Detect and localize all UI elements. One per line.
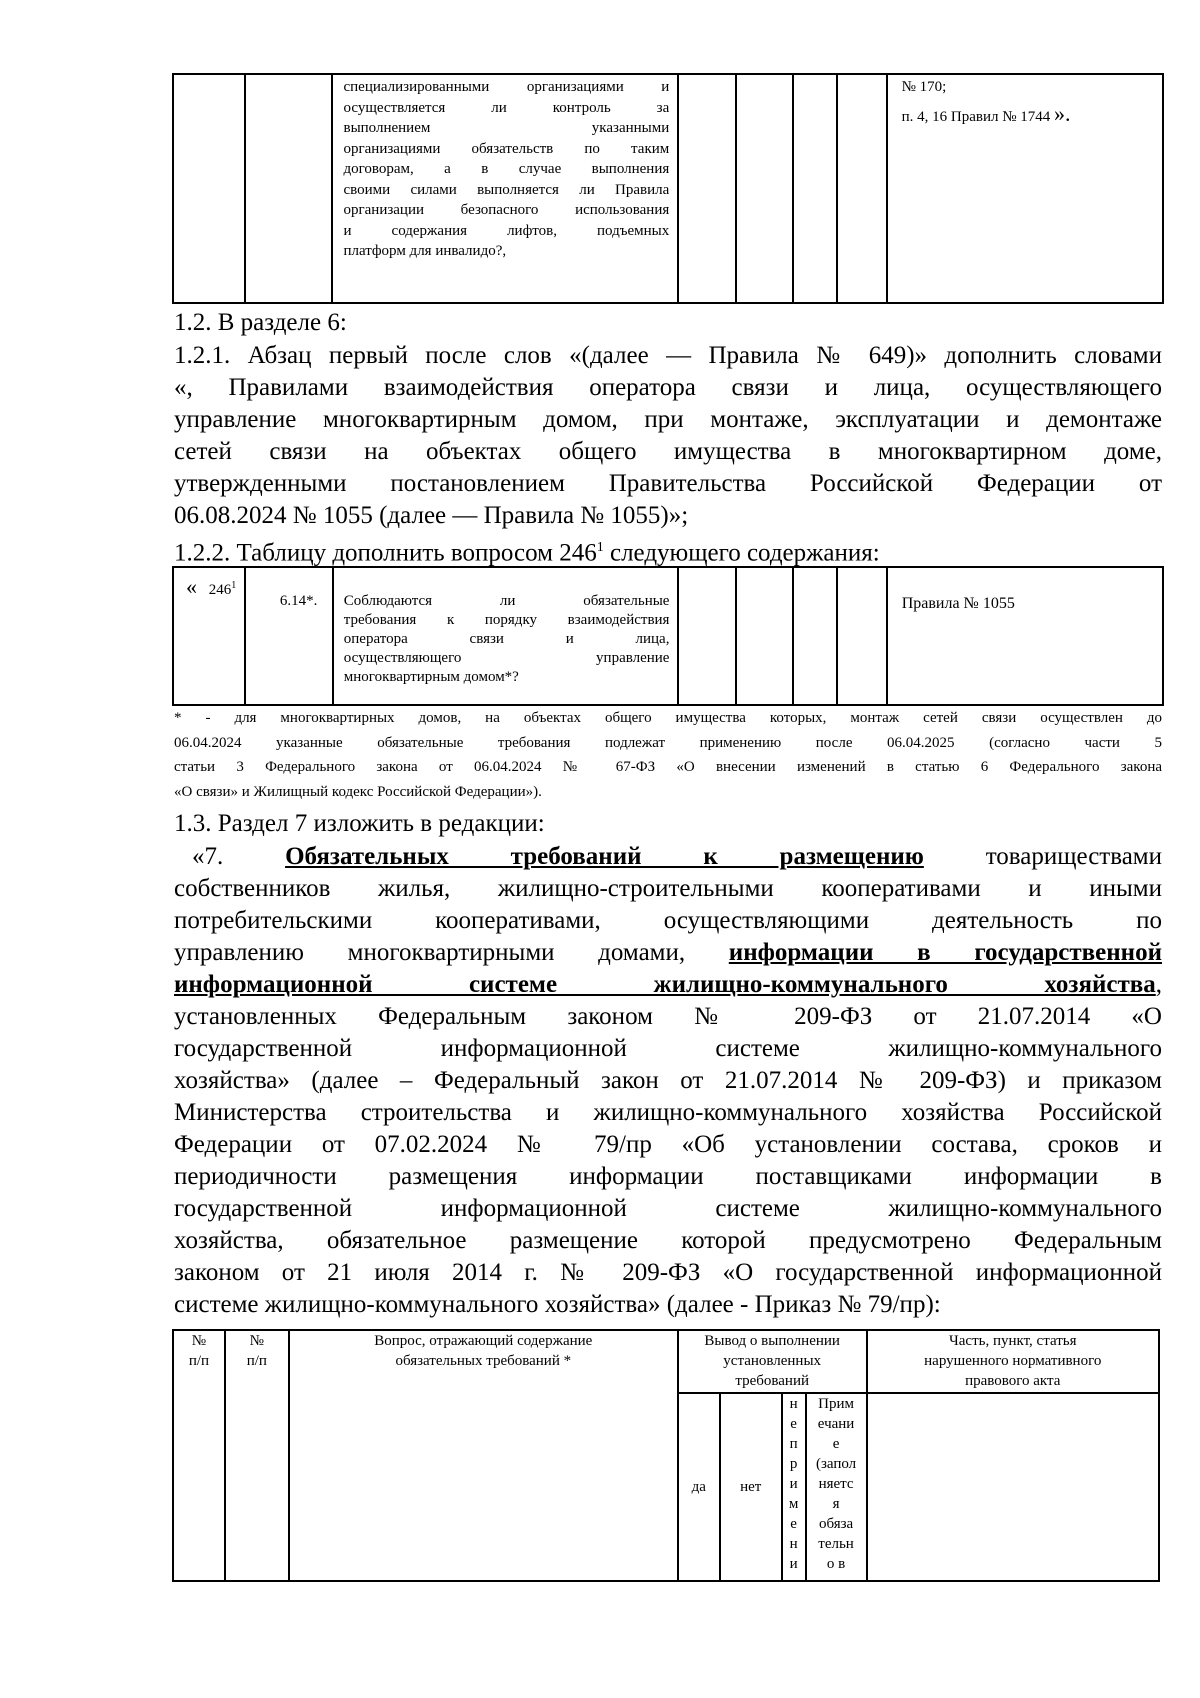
table-cell (867, 1393, 1159, 1581)
text-line: осуществляющего управление (343, 650, 670, 666)
header-line: Вывод о выполнении (704, 1333, 840, 1349)
header-line: нарушенного нормативного (924, 1353, 1102, 1369)
header-letter: н (789, 1396, 798, 1412)
text-line: 1.2.1. Абзац первый после слов «(далее — Правила № 649)» дополнить словами (174, 342, 1162, 369)
footnote-line: 06.04.2024 указанные обязательные требования подлежат применению после 06.04.2025 (согласно части 5 (174, 734, 1162, 751)
table-section-7-header (172, 1329, 1160, 1582)
text-line: системе жилищно-коммунального хозяйства» (далее - Приказ № 79/пр): (174, 1291, 941, 1318)
footnote-line: «О связи» и Жилищный кодекс Российской Федерации»). (174, 783, 542, 800)
text-line: своими силами выполняется ли Правила (343, 181, 670, 198)
reference-cell (887, 74, 1163, 303)
text-line: «, Правилами взаимодействия оператора связи и лица, осуществляющего (174, 374, 1162, 401)
header-line: Прим (818, 1396, 854, 1412)
header-line: требований (735, 1373, 809, 1389)
bold-underlined-text: Обязательных требований к размещению (285, 843, 924, 870)
text-line: Министерства строительства и жилищно-коммунального хозяйства Российской (174, 1099, 1162, 1126)
header-line: № (191, 1333, 207, 1349)
text-line: выполнением указанными (343, 120, 670, 136)
bold-underlined-text: информации в государственной (728, 939, 1162, 966)
text-line: Соблюдаются ли обязательные (343, 593, 670, 609)
footnote-line: статьи 3 Федерального закона от 06.04.2024 № 67-ФЗ «О внесении изменений в статью 6 Федерального закона (174, 759, 1162, 775)
header-number-1 (173, 1330, 225, 1581)
reference-line: № 170; (901, 79, 947, 95)
text-line: многоквартирным домом*? (343, 669, 519, 685)
reference-cell: Правила № 1055 (887, 567, 1163, 705)
header-letter: и (789, 1476, 798, 1492)
text-line: 06.08.2024 № 1055 (далее — Правила № 1055)»; (174, 502, 689, 529)
bold-underlined-text: информационной системе жилищно-коммунального хозяйства (174, 971, 1156, 998)
header-line: Вопрос, отражающий содержание (374, 1333, 593, 1349)
table-cell (736, 74, 793, 303)
header-no: нет (720, 1393, 782, 1581)
text-line: договорам, а в случае выполнения (343, 161, 670, 177)
section-heading-1-3: 1.3. Раздел 7 изложить в редакции: (174, 810, 545, 837)
table-cell (678, 74, 736, 303)
text-line: государственной информационной системе жилищно-коммунального (174, 1195, 1162, 1222)
row-number-cell: « $246^1$ (173, 567, 245, 705)
text-line: и содержания лифтов, подъемных (343, 222, 670, 239)
text-line: сетей связи на объектах общего имущества в многоквартирном доме, (174, 438, 1162, 465)
header-conclusion (678, 1330, 867, 1393)
header-line: п/п (246, 1353, 267, 1369)
table-cell (793, 74, 837, 303)
header-line: е (832, 1436, 840, 1452)
paragraph-1-2-1 (174, 340, 1162, 532)
text-line: специализированными организациями и (343, 79, 670, 95)
text-line: осуществляется ли контроль за (343, 99, 670, 116)
table-cell (837, 567, 887, 705)
header-line: о в (826, 1556, 846, 1572)
section-7-text: «7. Обязательных требований к размещению товариществами собственников жилья, жилищно-строительными кооперативами и иными потребительскими кооперативами, осуществляющими деятельность по управлению многоквартирными домами, информации в государственной информационной системе жилищно-коммунального хозяйства, установленных Федеральным законом № 209-ФЗ от 21.07.2014 «О государственной информационной системе жилищно-коммунального хозяйства» (далее – Федеральный закон от 21.07.2014 № 209-ФЗ) и приказом Министерства строительства и жилищно-коммунального хозяйства Российской Федерации от 07.02.2024 № 79/пр «Об установлении состава, сроков и периодичности размещения информации поставщиками информации в государственной информационной системе жилищно-коммунального хозяйства, обязательное размещение которой предусмотрено Федеральным законом от 21 июля 2014 г. № 209-ФЗ «О государственной информационной системе жилищно-коммунального хозяйства» (далее - Приказ № 79/пр): (174, 841, 1162, 1321)
text-line: периодичности размещения информации поставщиками информации в (174, 1163, 1162, 1190)
question-cell (332, 74, 678, 303)
table-question-246-1 (172, 566, 1164, 706)
header-letter: м (788, 1496, 799, 1512)
text-line: утвержденными постановлением Правительства Российской Федерации от (174, 470, 1162, 497)
text-line: хозяйства, обязательное размещение которой предусмотрено Федеральным (174, 1227, 1162, 1254)
question-cell (333, 567, 679, 705)
header-line: тельн (818, 1536, 854, 1552)
table-cell (793, 567, 837, 705)
header-line: установленных (723, 1353, 822, 1369)
text-line: Федерации от 07.02.2024 № 79/пр «Об установлении состава, сроков и (174, 1131, 1162, 1158)
header-letter: р (789, 1456, 798, 1472)
table-cell (736, 567, 793, 705)
section-heading-1-2: 1.2. В разделе 6: (174, 309, 347, 336)
table-cell (837, 74, 887, 303)
header-line: я (832, 1496, 840, 1512)
header-line: Часть, пункт, статья (949, 1333, 1077, 1349)
table-continuation (172, 73, 1164, 304)
footnote-line: * - для многоквартирных домов, на объектах общего имущества которых, монтаж сетей связи осуществлен до (174, 710, 1162, 726)
header-remark (806, 1393, 867, 1581)
text-line: установленных Федеральным законом № 209-ФЗ от 21.07.2014 «О (174, 1003, 1162, 1030)
footnote (174, 706, 1162, 804)
header-letter: и (789, 1556, 798, 1572)
header-letter: е (790, 1516, 797, 1532)
header-letter: н (789, 1536, 798, 1552)
header-letter: е (790, 1416, 797, 1432)
paragraph-1-2-2: 1.2.2. Таблицу дополнить вопросом $246^1$ следующего содержания: (174, 539, 880, 567)
table-cell (245, 74, 333, 303)
header-line: обяза (818, 1516, 854, 1532)
header-letter: п (789, 1436, 798, 1452)
table-cell (173, 74, 245, 303)
text-line: платформ для инвалидо?, (343, 243, 507, 259)
header-line: правового акта (965, 1373, 1061, 1389)
header-question (289, 1330, 678, 1581)
header-line: ечани (817, 1416, 855, 1432)
header-not-applicable (782, 1393, 806, 1581)
text-line: хозяйства» (далее – Федеральный закон от 21.07.2014 № 209-ФЗ) и приказом (174, 1067, 1162, 1094)
text-line: управление многоквартирным домом, при монтаже, эксплуатации и демонтаже (174, 406, 1162, 433)
text-line: организации безопасного использования (343, 202, 670, 218)
reference-line: п. 4, 16 Правил № 1744 ». (901, 100, 1071, 126)
header-line: № (249, 1333, 264, 1349)
text-line: требования к порядку взаимодействия (343, 612, 670, 628)
header-line: обязательных требований * (395, 1353, 572, 1369)
header-reference (867, 1330, 1159, 1393)
header-number-2 (225, 1330, 289, 1581)
header-line: п/п (188, 1353, 210, 1369)
header-line: (запол (815, 1456, 857, 1472)
table-cell (678, 567, 736, 705)
text-line: законом от 21 июля 2014 г. № 209-ФЗ «О государственной информационной (174, 1259, 1162, 1286)
header-line: няетс (818, 1476, 854, 1492)
header-yes: да (678, 1393, 720, 1581)
text-line: государственной информационной системе жилищно-коммунального (174, 1035, 1162, 1062)
text-line: оператора связи и лица, (343, 631, 670, 647)
text-line: организациями обязательств по таким (343, 140, 670, 157)
code-cell: 6.14*. (245, 567, 333, 705)
